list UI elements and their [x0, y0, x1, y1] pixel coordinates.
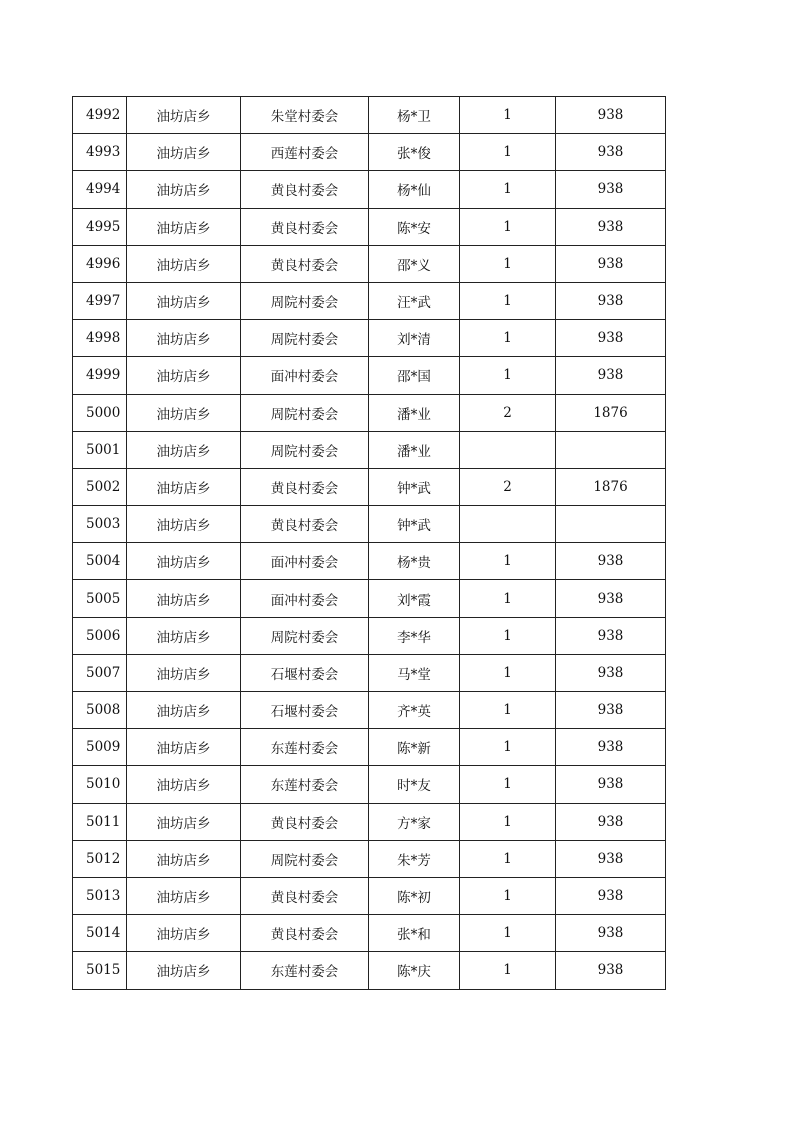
- amount-cell: 938: [556, 952, 666, 989]
- village-committee-cell: 石堰村委会: [241, 692, 369, 729]
- person-name-cell: 方*家: [369, 803, 460, 840]
- person-name-cell: 张*和: [369, 915, 460, 952]
- count-cell: 1: [460, 580, 556, 617]
- table-row: [73, 282, 666, 319]
- count-cell: 2: [460, 394, 556, 431]
- village-committee-cell: 黄良村委会: [241, 245, 369, 282]
- count-cell: 1: [460, 97, 556, 134]
- person-name-cell: 陈*新: [369, 729, 460, 766]
- amount-cell: 938: [556, 245, 666, 282]
- row-number-cell: 5000: [73, 394, 127, 431]
- amount-cell: 938: [556, 580, 666, 617]
- table-row: [73, 431, 666, 468]
- township-cell: 油坊店乡: [127, 803, 241, 840]
- row-number-cell: 5011: [73, 803, 127, 840]
- row-number-cell: 5014: [73, 915, 127, 952]
- person-name-cell: 杨*卫: [369, 97, 460, 134]
- table-row: [73, 134, 666, 171]
- village-committee-cell: 周院村委会: [241, 431, 369, 468]
- amount-cell: 938: [556, 840, 666, 877]
- village-committee-cell: 黄良村委会: [241, 803, 369, 840]
- row-number-cell: 5010: [73, 766, 127, 803]
- table-row: [73, 952, 666, 989]
- table-row: [73, 208, 666, 245]
- row-number-cell: 4993: [73, 134, 127, 171]
- table-row: [73, 692, 666, 729]
- amount-cell: 938: [556, 729, 666, 766]
- person-name-cell: 潘*业: [369, 431, 460, 468]
- count-cell: 1: [460, 282, 556, 319]
- village-committee-cell: 东莲村委会: [241, 766, 369, 803]
- table-row: [73, 320, 666, 357]
- village-committee-cell: 周院村委会: [241, 394, 369, 431]
- row-number-cell: 5001: [73, 431, 127, 468]
- row-number-cell: 4995: [73, 208, 127, 245]
- township-cell: 油坊店乡: [127, 282, 241, 319]
- township-cell: 油坊店乡: [127, 245, 241, 282]
- row-number-cell: 4998: [73, 320, 127, 357]
- row-number-cell: 5004: [73, 543, 127, 580]
- township-cell: 油坊店乡: [127, 580, 241, 617]
- village-committee-cell: 东莲村委会: [241, 952, 369, 989]
- table-row: [73, 877, 666, 914]
- person-name-cell: 朱*芳: [369, 840, 460, 877]
- count-cell: 1: [460, 840, 556, 877]
- township-cell: 油坊店乡: [127, 766, 241, 803]
- township-cell: 油坊店乡: [127, 320, 241, 357]
- person-name-cell: 马*堂: [369, 654, 460, 691]
- township-cell: 油坊店乡: [127, 915, 241, 952]
- amount-cell: 938: [556, 282, 666, 319]
- count-cell: 1: [460, 320, 556, 357]
- township-cell: 油坊店乡: [127, 506, 241, 543]
- township-cell: 油坊店乡: [127, 468, 241, 505]
- person-name-cell: 汪*武: [369, 282, 460, 319]
- township-cell: 油坊店乡: [127, 208, 241, 245]
- count-cell: 1: [460, 654, 556, 691]
- table-row: [73, 245, 666, 282]
- person-name-cell: 刘*清: [369, 320, 460, 357]
- amount-cell: 938: [556, 617, 666, 654]
- person-name-cell: 钟*武: [369, 468, 460, 505]
- table-row: [73, 580, 666, 617]
- village-committee-cell: 周院村委会: [241, 840, 369, 877]
- row-number-cell: 4999: [73, 357, 127, 394]
- amount-cell: 1876: [556, 394, 666, 431]
- count-cell: 1: [460, 171, 556, 208]
- row-number-cell: 5008: [73, 692, 127, 729]
- village-committee-cell: 东莲村委会: [241, 729, 369, 766]
- person-name-cell: 陈*庆: [369, 952, 460, 989]
- count-cell: 2: [460, 468, 556, 505]
- table-row: [73, 357, 666, 394]
- table-body: [73, 97, 666, 990]
- amount-cell: 938: [556, 654, 666, 691]
- amount-cell: 938: [556, 877, 666, 914]
- village-committee-cell: 黄良村委会: [241, 208, 369, 245]
- count-cell: 1: [460, 952, 556, 989]
- count-cell: 1: [460, 245, 556, 282]
- row-number-cell: 5005: [73, 580, 127, 617]
- amount-cell: 938: [556, 766, 666, 803]
- row-number-cell: 5002: [73, 468, 127, 505]
- amount-cell: 938: [556, 803, 666, 840]
- township-cell: 油坊店乡: [127, 97, 241, 134]
- township-cell: 油坊店乡: [127, 357, 241, 394]
- row-number-cell: 5009: [73, 729, 127, 766]
- count-cell: 1: [460, 803, 556, 840]
- village-committee-cell: 黄良村委会: [241, 877, 369, 914]
- amount-cell: [556, 431, 666, 468]
- township-cell: 油坊店乡: [127, 877, 241, 914]
- row-number-cell: 4997: [73, 282, 127, 319]
- amount-cell: 938: [556, 357, 666, 394]
- count-cell: 1: [460, 617, 556, 654]
- township-cell: 油坊店乡: [127, 543, 241, 580]
- table-row: [73, 171, 666, 208]
- township-cell: 油坊店乡: [127, 431, 241, 468]
- person-name-cell: 齐*英: [369, 692, 460, 729]
- row-number-cell: 5012: [73, 840, 127, 877]
- village-committee-cell: 面冲村委会: [241, 580, 369, 617]
- amount-cell: 938: [556, 134, 666, 171]
- table-row: [73, 468, 666, 505]
- amount-cell: 938: [556, 171, 666, 208]
- village-committee-cell: 西莲村委会: [241, 134, 369, 171]
- table-row: [73, 97, 666, 134]
- person-name-cell: 邵*国: [369, 357, 460, 394]
- person-name-cell: 杨*贵: [369, 543, 460, 580]
- row-number-cell: 5003: [73, 506, 127, 543]
- village-committee-cell: 黄良村委会: [241, 506, 369, 543]
- amount-cell: 938: [556, 692, 666, 729]
- township-cell: 油坊店乡: [127, 617, 241, 654]
- person-name-cell: 杨*仙: [369, 171, 460, 208]
- table-row: [73, 394, 666, 431]
- amount-cell: 938: [556, 97, 666, 134]
- table-row: [73, 915, 666, 952]
- row-number-cell: 5013: [73, 877, 127, 914]
- table-row: [73, 543, 666, 580]
- village-committee-cell: 朱堂村委会: [241, 97, 369, 134]
- village-committee-cell: 面冲村委会: [241, 543, 369, 580]
- village-committee-cell: 面冲村委会: [241, 357, 369, 394]
- amount-cell: 938: [556, 320, 666, 357]
- village-committee-cell: 周院村委会: [241, 282, 369, 319]
- village-committee-cell: 黄良村委会: [241, 468, 369, 505]
- count-cell: 1: [460, 766, 556, 803]
- count-cell: 1: [460, 877, 556, 914]
- person-name-cell: 潘*业: [369, 394, 460, 431]
- row-number-cell: 4996: [73, 245, 127, 282]
- township-cell: 油坊店乡: [127, 729, 241, 766]
- person-name-cell: 邵*义: [369, 245, 460, 282]
- village-committee-cell: 周院村委会: [241, 617, 369, 654]
- amount-cell: 938: [556, 915, 666, 952]
- table-row: [73, 654, 666, 691]
- count-cell: 1: [460, 729, 556, 766]
- table-row: [73, 766, 666, 803]
- person-name-cell: 时*友: [369, 766, 460, 803]
- township-cell: 油坊店乡: [127, 171, 241, 208]
- person-name-cell: 张*俊: [369, 134, 460, 171]
- count-cell: [460, 431, 556, 468]
- village-committee-cell: 黄良村委会: [241, 915, 369, 952]
- row-number-cell: 4994: [73, 171, 127, 208]
- township-cell: 油坊店乡: [127, 840, 241, 877]
- amount-cell: 1876: [556, 468, 666, 505]
- amount-cell: [556, 506, 666, 543]
- table-row: [73, 729, 666, 766]
- row-number-cell: 5015: [73, 952, 127, 989]
- person-name-cell: 钟*武: [369, 506, 460, 543]
- count-cell: 1: [460, 208, 556, 245]
- count-cell: 1: [460, 915, 556, 952]
- village-committee-cell: 石堰村委会: [241, 654, 369, 691]
- count-cell: 1: [460, 357, 556, 394]
- count-cell: 1: [460, 134, 556, 171]
- row-number-cell: 4992: [73, 97, 127, 134]
- person-name-cell: 李*华: [369, 617, 460, 654]
- township-cell: 油坊店乡: [127, 134, 241, 171]
- person-name-cell: 陈*初: [369, 877, 460, 914]
- table-row: [73, 803, 666, 840]
- count-cell: [460, 506, 556, 543]
- amount-cell: 938: [556, 543, 666, 580]
- person-name-cell: 陈*安: [369, 208, 460, 245]
- subsidy-list-table: [72, 96, 666, 990]
- person-name-cell: 刘*霞: [369, 580, 460, 617]
- count-cell: 1: [460, 543, 556, 580]
- row-number-cell: 5007: [73, 654, 127, 691]
- township-cell: 油坊店乡: [127, 394, 241, 431]
- table-row: [73, 617, 666, 654]
- village-committee-cell: 黄良村委会: [241, 171, 369, 208]
- table-row: [73, 840, 666, 877]
- village-committee-cell: 周院村委会: [241, 320, 369, 357]
- row-number-cell: 5006: [73, 617, 127, 654]
- table-row: [73, 506, 666, 543]
- township-cell: 油坊店乡: [127, 692, 241, 729]
- amount-cell: 938: [556, 208, 666, 245]
- township-cell: 油坊店乡: [127, 654, 241, 691]
- count-cell: 1: [460, 692, 556, 729]
- township-cell: 油坊店乡: [127, 952, 241, 989]
